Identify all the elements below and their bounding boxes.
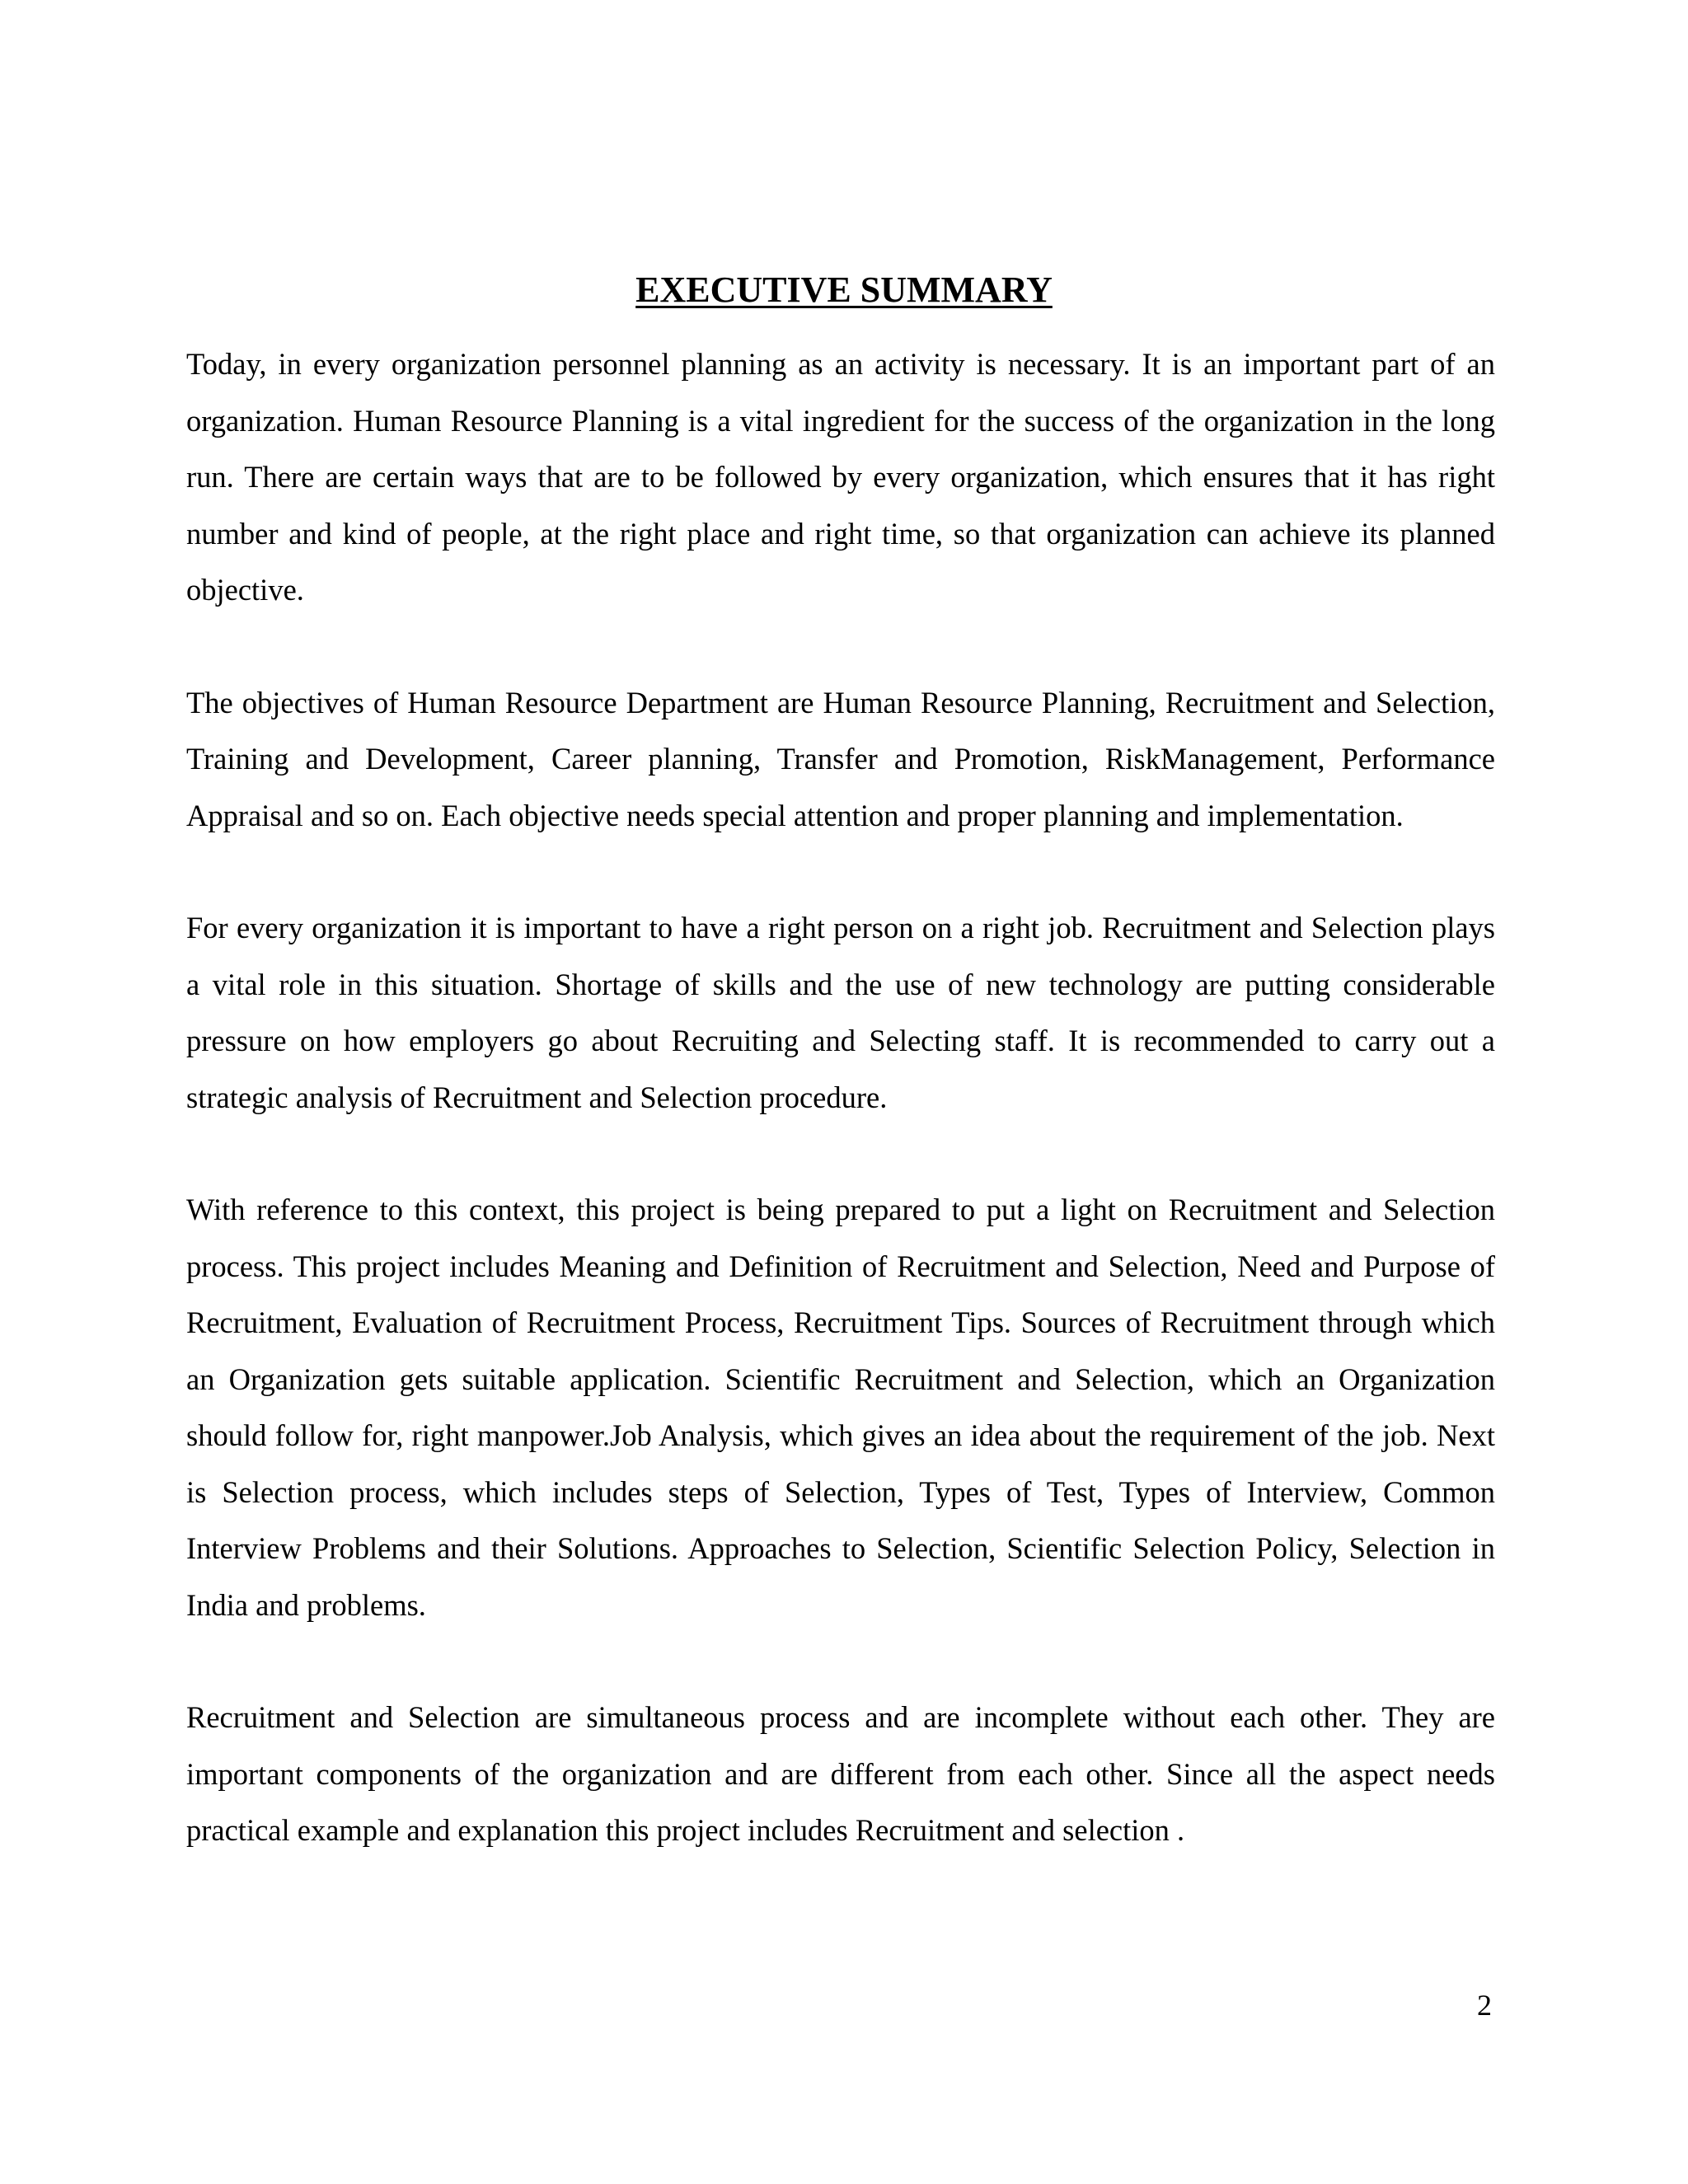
- paragraph-3: For every organization it is important to have a right person on a right job. Recruitment and Selection plays a vital role in this situation. Shortage of skills and the use of new technology are putting considerable pressure on how employers go about Recruiting and Selecting staff. It is recommended to carry out a strategic analysis of Recruitment and Selection procedure.: [186, 911, 1495, 1114]
- paragraph-5: Recruitment and Selection are simultaneous process and are incomplete without each other. They are important components of the organization and are different from each other. Since all the aspect needs practical example and explanation this project includes Recruitment and selection .: [186, 1700, 1495, 1847]
- document-body: [186, 336, 1495, 1915]
- paragraph-2: The objectives of Human Resource Department are Human Resource Planning, Recruitment and Selection, Training and Development, Career planning, Transfer and Promotion, RiskManagement, Performance Appraisal and so on. Each objective needs special attention and proper planning and implementation.: [186, 685, 1495, 832]
- paragraph-4: With reference to this context, this project is being prepared to put a light on Recruitment and Selection process. This project includes Meaning and Definition of Recruitment and Selection, Need and Purpose of Recruitment, Evaluation of Recruitment Process, Recruitment Tips. Sources of Recruitment through which an Organization gets suitable application. Scientific Recruitment and Selection, which an Organization should follow for, right manpower.Job Analysis, which gives an idea about the requirement of the job. Next is Selection process, which includes steps of Selection, Types of Test, Types of Interview, Common Interview Problems and their Solutions. Approaches to Selection, Scientific Selection Policy, Selection in India and problems.: [186, 1193, 1495, 1622]
- page-title: EXECUTIVE SUMMARY: [635, 269, 1053, 310]
- page-number: 2: [1477, 1989, 1492, 2022]
- paragraph-1: Today, in every organization personnel planning as an activity is necessary. It is an important part of an organization. Human Resource Planning is a vital ingredient for the success of the organization in the long run. There are certain ways that are to be followed by every organization, which ensures that it has right number and kind of people, at the right place and right time, so that organization can achieve its planned objective.: [186, 347, 1495, 607]
